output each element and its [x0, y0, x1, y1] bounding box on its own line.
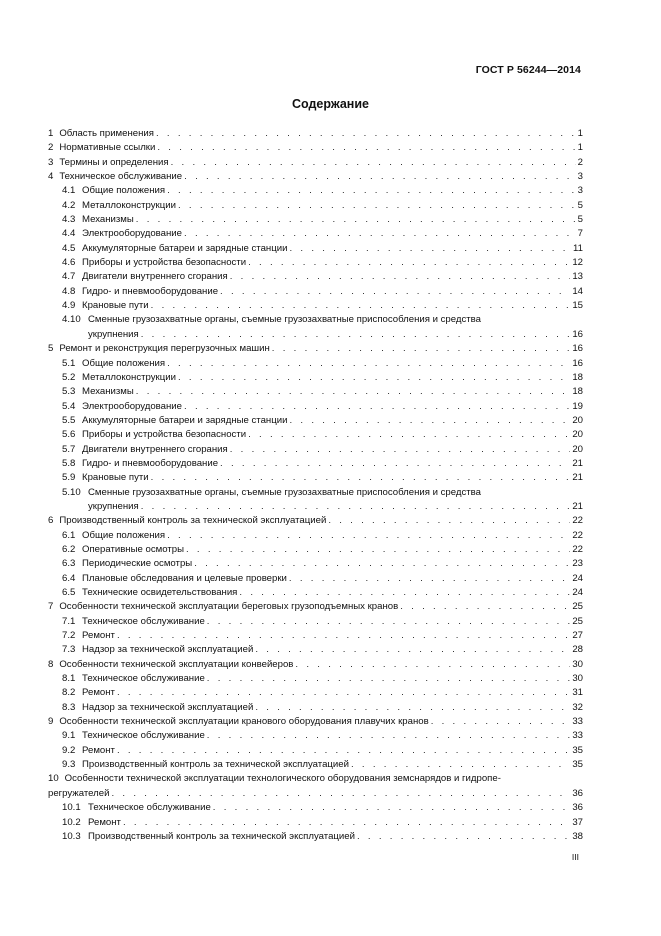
toc-entry-label: Термины и определения: [59, 156, 169, 168]
dot-leader: [248, 256, 570, 270]
toc-entry[interactable]: [48, 816, 583, 830]
toc-entry-page: 22: [572, 543, 583, 555]
toc-entry-label: Особенности технической эксплуатации технологического оборудования земснарядов и гидропе-: [64, 773, 501, 785]
toc-entry[interactable]: [48, 701, 583, 715]
toc-entry[interactable]: [48, 686, 583, 700]
toc-entry[interactable]: [48, 715, 583, 729]
toc-entry-page: 3: [577, 171, 583, 183]
toc-entry[interactable]: [48, 270, 583, 284]
toc-entry-label: Механизмы: [82, 386, 134, 398]
toc-entry-number: 5.3: [62, 386, 76, 398]
toc-entry-label: Металлоконструкции: [82, 199, 176, 211]
toc-entry-number: 4.6: [62, 257, 76, 269]
toc-entry-number: 10.2: [62, 816, 81, 828]
toc-entry-number: 9.3: [62, 759, 76, 771]
toc-entry-label: Ремонт: [82, 687, 115, 699]
toc-entry-page: 5: [577, 199, 583, 211]
toc-entry-page: 7: [577, 228, 583, 240]
toc-entry-number: 9: [48, 716, 54, 728]
toc-entry-label: Общие положения: [82, 529, 166, 541]
toc-entry-page: 1: [577, 128, 583, 139]
toc-entry-page: 24: [572, 572, 583, 584]
toc-entry-page: 14: [572, 285, 583, 297]
toc-entry[interactable]: [48, 285, 583, 299]
toc-entry[interactable]: [48, 170, 583, 184]
toc-entry-label: Производственный контроль за технической эксплуатацией: [88, 830, 355, 842]
toc-entry-label: Производственный контроль за технической эксплуатацией: [82, 759, 349, 771]
toc-entry[interactable]: [48, 586, 583, 600]
toc-entry[interactable]: [48, 141, 583, 155]
dot-leader: [255, 643, 570, 657]
dot-leader: [351, 758, 570, 772]
toc-entry-label: Техническое обслуживание: [82, 673, 205, 685]
toc-entry-page: 3: [577, 185, 583, 197]
toc-entry[interactable]: [48, 615, 583, 629]
dot-leader: [123, 816, 570, 830]
toc-entry-number: 7: [48, 601, 54, 613]
dot-leader: [213, 801, 571, 815]
toc-entry-label: Ремонт и реконструкция перегрузочных машин: [59, 343, 270, 355]
toc-entry-label: Гидро- и пневмооборудование: [82, 457, 219, 469]
toc-entry-page: 31: [572, 687, 583, 699]
toc-entry-label: Особенности технической эксплуатации конвейеров: [59, 658, 294, 670]
toc-entry-number: 5.10: [62, 486, 81, 498]
toc-entry-number: 8.1: [62, 673, 76, 685]
toc-entry-page: 22: [572, 515, 583, 527]
toc-entry[interactable]: [48, 830, 583, 844]
toc-entry[interactable]: [48, 529, 583, 543]
dot-leader: [157, 141, 575, 155]
toc-entry-number: 5.2: [62, 371, 76, 383]
toc-entry-page: 16: [572, 343, 583, 355]
dot-leader: [136, 213, 576, 227]
toc-entry-number: 5.4: [62, 400, 76, 412]
toc-entry[interactable]: [48, 729, 583, 743]
toc-entry-number: 4.5: [62, 242, 76, 254]
toc-entry-label: Приборы и устройства безопасности: [82, 257, 247, 269]
dot-leader: [141, 500, 571, 514]
toc-entry-page: 12: [572, 257, 583, 269]
toc-entry-page: 36: [572, 802, 583, 814]
toc-entry-number: 5.7: [62, 443, 76, 455]
toc-entry-number: 4.8: [62, 285, 76, 297]
toc-entry-number: 10: [48, 773, 59, 785]
toc-entry-page: 25: [572, 601, 583, 613]
toc-entry[interactable]: [48, 744, 583, 758]
toc-entry-label: Особенности технической эксплуатации береговых грузоподъемных кранов: [59, 601, 399, 613]
dot-leader: [220, 285, 570, 299]
dot-leader: [117, 629, 570, 643]
toc-entry-number: 5: [48, 343, 54, 355]
toc-entry[interactable]: [48, 514, 583, 528]
dot-leader: [289, 242, 571, 256]
standard-code: ГОСТ Р 56244—2014: [475, 64, 581, 76]
toc-entry-page: 30: [572, 658, 583, 670]
toc-entry-number: 4.2: [62, 199, 76, 211]
toc-entry[interactable]: [48, 414, 583, 428]
toc-entry-page: 20: [572, 443, 583, 455]
toc-entry-number: 4.10: [62, 314, 81, 326]
dot-leader: [184, 227, 576, 241]
dot-leader: [230, 443, 571, 457]
toc-entry-number: 10.3: [62, 830, 81, 842]
toc-entry[interactable]: [48, 557, 583, 571]
toc-entry[interactable]: [48, 443, 583, 457]
dot-leader: [141, 328, 571, 342]
toc-entry-page: 20: [572, 414, 583, 426]
toc-entry-page: 21: [572, 500, 583, 512]
dot-leader: [111, 787, 570, 801]
toc-entry-label: Технические освидетельствования: [82, 587, 238, 598]
dot-leader: [178, 371, 570, 385]
toc-entry[interactable]: [48, 357, 583, 371]
dot-leader: [151, 471, 571, 485]
toc-entry-page: 32: [572, 701, 583, 713]
toc-entry-label: Электрооборудование: [82, 400, 183, 412]
dot-leader: [220, 457, 570, 471]
toc-entry-page: 16: [572, 328, 583, 340]
toc-entry-number: 6.5: [62, 587, 76, 598]
toc-entry-label: Крановые пути: [82, 472, 149, 484]
toc-entry-page: 25: [572, 615, 583, 627]
toc-entry-page: 36: [572, 787, 583, 799]
toc-entry[interactable]: [48, 256, 583, 270]
toc-entry[interactable]: [48, 227, 583, 241]
toc-entry-page: 18: [572, 371, 583, 383]
dot-leader: [400, 600, 570, 614]
toc-entry-number: 4.1: [62, 185, 76, 197]
toc-entry-label: Общие положения: [82, 357, 166, 369]
toc-entry-label: Двигатели внутреннего сгорания: [82, 443, 228, 455]
dot-leader: [151, 299, 571, 313]
toc-entry-number: 4.9: [62, 300, 76, 312]
toc-entry-number: 7.2: [62, 630, 76, 642]
toc-entry-label: Техническое обслуживание: [59, 171, 183, 183]
toc-entry[interactable]: [48, 643, 583, 657]
toc-entry[interactable]: [48, 758, 583, 772]
toc-entry-page: 33: [572, 730, 583, 742]
toc-entry-page: 18: [572, 386, 583, 398]
toc-entry-page: 38: [572, 830, 583, 842]
toc-entry[interactable]: [48, 400, 583, 414]
toc-entry[interactable]: [48, 199, 583, 213]
toc-entry-label: Производственный контроль за технической эксплуатацией: [59, 515, 327, 527]
toc-entry-page: 24: [572, 587, 583, 598]
toc-entry-label: Сменные грузозахватные органы, съемные грузозахватные приспособления и средства: [88, 486, 482, 498]
toc-entry[interactable]: [48, 658, 583, 672]
toc-entry[interactable]: [48, 385, 583, 399]
dot-leader: [207, 615, 571, 629]
toc-entry-page: 19: [572, 400, 583, 412]
toc-entry[interactable]: [48, 213, 583, 227]
toc-entry-number: 10.1: [62, 802, 81, 814]
dot-leader: [117, 744, 570, 758]
toc-entry-number: 3: [48, 156, 54, 168]
toc-entry-label: Общие положения: [82, 185, 166, 197]
page-number: III: [571, 852, 579, 862]
toc-entry-number: 6.2: [62, 543, 76, 555]
toc-entry-page: 21: [572, 457, 583, 469]
toc-entry-number: 6.3: [62, 558, 76, 570]
toc-entry-page: 35: [572, 759, 583, 771]
toc-entry-label: Гидро- и пневмооборудование: [82, 285, 219, 297]
toc-entry[interactable]: [48, 371, 583, 385]
toc-entry-label: Особенности технической эксплуатации кранового оборудования плавучих кранов: [59, 716, 429, 728]
toc-entry-number: 5.9: [62, 472, 76, 484]
dot-leader: [289, 414, 570, 428]
toc-entry-number: 4.7: [62, 271, 76, 283]
toc-entry-page: 27: [572, 630, 583, 642]
toc-entry-number: 6.4: [62, 572, 76, 584]
toc-entry-label: Сменные грузозахватные органы, съемные грузозахватные приспособления и средства: [88, 314, 482, 326]
toc-entry-number: 8.2: [62, 687, 76, 699]
dot-leader: [184, 170, 576, 184]
toc-entry-label-continued: регружателей: [48, 787, 110, 799]
toc-entry-number: 6.1: [62, 529, 76, 541]
toc-entry-page: 21: [572, 472, 583, 484]
toc-entry-label: Механизмы: [82, 214, 134, 226]
dot-leader: [167, 184, 576, 198]
toc-entry[interactable]: [48, 127, 583, 141]
toc-entry-number: 8.3: [62, 701, 76, 713]
toc-entry-page: 16: [572, 357, 583, 369]
dot-leader: [272, 342, 571, 356]
dot-leader: [255, 701, 570, 715]
dot-leader: [328, 514, 570, 528]
toc-entry-number: 4: [48, 171, 54, 183]
toc-entry-page: 11: [573, 242, 583, 254]
dot-leader: [207, 729, 571, 743]
toc-entry-page: 35: [572, 744, 583, 756]
toc-entry-number: 5.1: [62, 357, 76, 369]
toc-entry[interactable]: [48, 342, 583, 356]
toc-entry-number: 1: [48, 128, 54, 139]
toc-entry[interactable]: [48, 242, 583, 256]
toc-entry-label: Техническое обслуживание: [82, 615, 205, 627]
toc-entry-page: 28: [572, 644, 583, 656]
toc-entry[interactable]: [48, 428, 583, 442]
toc-entry-page: 20: [572, 429, 583, 441]
toc-entry-label: Металлоконструкции: [82, 371, 176, 383]
toc-entry[interactable]: [48, 772, 583, 801]
dot-leader: [207, 672, 571, 686]
toc-entry-label: Ремонт: [82, 630, 115, 642]
toc-entry-number: 9.1: [62, 730, 76, 742]
toc-entry-page: 37: [572, 816, 583, 828]
toc-entry-label-continued: укрупнения: [88, 328, 139, 340]
toc-entry-label: Область применения: [59, 128, 154, 139]
toc-entry-page: 1: [577, 142, 583, 154]
toc-entry-page: 30: [572, 673, 583, 685]
dot-leader: [357, 830, 570, 844]
dot-leader: [178, 199, 576, 213]
toc-entry-page: 5: [577, 214, 583, 226]
dot-leader: [431, 715, 571, 729]
toc-entry-page: 22: [572, 529, 583, 541]
toc-entry[interactable]: [48, 486, 583, 515]
toc-entry-page: 23: [572, 558, 583, 570]
toc-entry[interactable]: [48, 572, 583, 586]
toc-entry-number: 2: [48, 142, 54, 154]
dot-leader: [156, 127, 576, 141]
dot-leader: [186, 543, 570, 557]
toc-entry[interactable]: [48, 600, 583, 614]
toc-entry-number: 7.3: [62, 644, 76, 656]
toc-entry-label: Электрооборудование: [82, 228, 183, 240]
toc-entry-label: Периодические осмотры: [82, 558, 193, 570]
dot-leader: [248, 428, 570, 442]
toc-entry-number: 4.3: [62, 214, 76, 226]
toc-entry-label: Техническое обслуживание: [82, 730, 205, 742]
toc-entry-number: 5.8: [62, 457, 76, 469]
toc-entry[interactable]: [48, 471, 583, 485]
dot-leader: [117, 686, 570, 700]
toc-entry-label: Надзор за технической эксплуатацией: [82, 644, 254, 656]
toc-entry[interactable]: [48, 457, 583, 471]
dot-leader: [239, 586, 570, 600]
toc-entry-label: Надзор за технической эксплуатацией: [82, 701, 254, 713]
toc-entry-label: Ремонт: [82, 744, 115, 756]
toc-entry-page: 15: [572, 300, 583, 312]
toc-entry-label: Плановые обследования и целевые проверки: [82, 572, 287, 584]
toc-entry[interactable]: [48, 543, 583, 557]
toc-entry-label: Нормативные ссылки: [59, 142, 156, 154]
dot-leader: [171, 156, 576, 170]
toc-entry[interactable]: [48, 672, 583, 686]
toc-entry-label: Техническое обслуживание: [88, 802, 211, 814]
toc-entry-label: Оперативные осмотры: [82, 543, 184, 555]
dot-leader: [295, 658, 570, 672]
toc-entry[interactable]: [48, 801, 583, 815]
dot-leader: [194, 557, 570, 571]
dot-leader: [167, 529, 570, 543]
dot-leader: [230, 270, 571, 284]
toc-entry-label: Приборы и устройства безопасности: [82, 429, 247, 441]
dot-leader: [136, 385, 571, 399]
toc-entry-label: Крановые пути: [82, 300, 149, 312]
toc-entry-label: Двигатели внутреннего сгорания: [82, 271, 228, 283]
toc-entry[interactable]: [48, 156, 583, 170]
toc-entry-number: 9.2: [62, 744, 76, 756]
toc-entry-number: 5.6: [62, 429, 76, 441]
dot-leader: [167, 357, 570, 371]
table-of-contents: [48, 127, 583, 844]
toc-entry-page: 33: [572, 716, 583, 728]
toc-entry-number: 7.1: [62, 615, 76, 627]
dot-leader: [289, 572, 570, 586]
toc-entry-number: 4.4: [62, 228, 76, 240]
toc-entry-number: 5.5: [62, 414, 76, 426]
toc-entry-number: 8: [48, 658, 54, 670]
toc-entry-label: Аккумуляторные батареи и зарядные станции: [82, 242, 288, 254]
dot-leader: [184, 400, 570, 414]
toc-entry-page: 2: [577, 156, 583, 168]
page-title: Содержание: [291, 97, 369, 111]
toc-entry-label: Ремонт: [88, 816, 121, 828]
toc-entry-label: Аккумуляторные батареи и зарядные станции: [82, 414, 288, 426]
toc-entry[interactable]: [48, 313, 583, 342]
toc-entry-label-continued: укрупнения: [88, 500, 139, 512]
toc-entry-number: 6: [48, 515, 54, 527]
toc-entry-page: 13: [572, 271, 583, 283]
toc-entry[interactable]: [48, 184, 583, 198]
toc-entry[interactable]: [48, 629, 583, 643]
toc-entry[interactable]: [48, 299, 583, 313]
